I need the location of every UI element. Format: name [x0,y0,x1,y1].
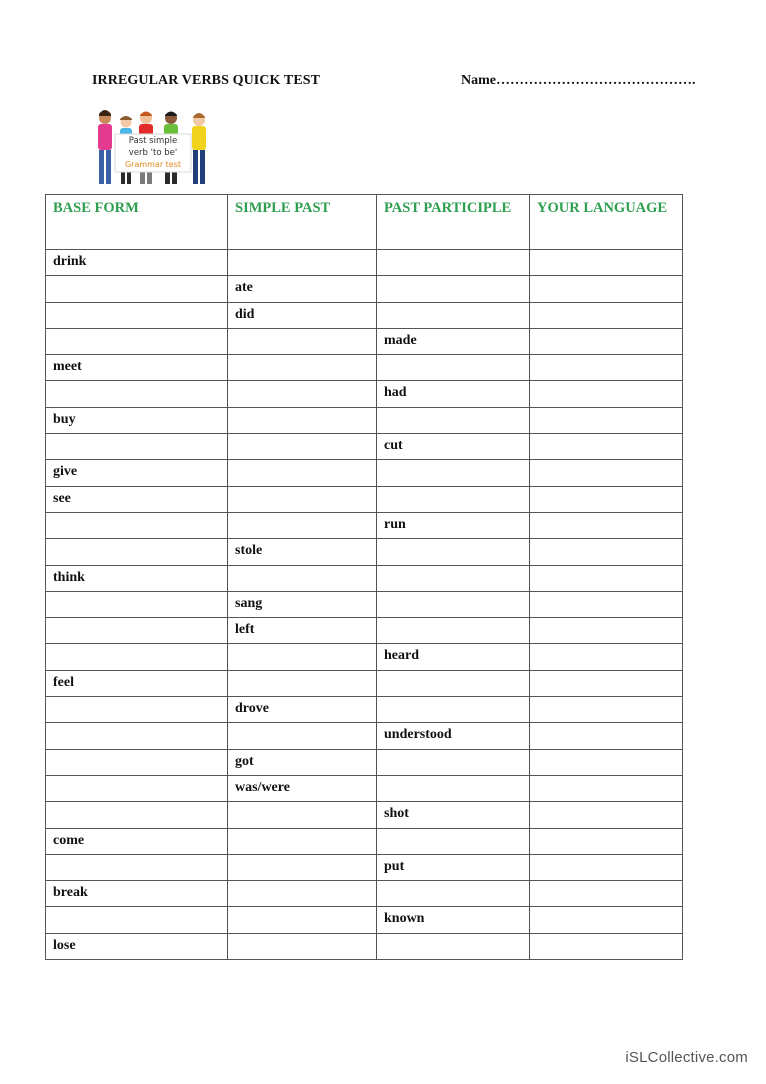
answer-blank-cell[interactable] [377,618,530,644]
answer-blank-cell[interactable] [46,302,228,328]
answer-blank-cell[interactable] [530,539,683,565]
verb-form-cell: put [377,854,530,880]
answer-blank-cell[interactable] [530,723,683,749]
table-row [46,512,683,538]
verb-form-cell: feel [46,670,228,696]
verb-form-cell: think [46,565,228,591]
verb-form-cell: see [46,486,228,512]
answer-blank-cell[interactable] [228,407,377,433]
verb-form-cell: lose [46,933,228,959]
verb-form-cell: come [46,828,228,854]
table-row [46,697,683,723]
table-row [46,749,683,775]
answer-blank-cell[interactable] [377,276,530,302]
answer-blank-cell[interactable] [46,591,228,617]
answer-blank-cell[interactable] [530,933,683,959]
worksheet-title: IRREGULAR VERBS QUICK TEST [92,73,321,88]
header-your-language: YOUR LANGUAGE [530,195,683,250]
answer-blank-cell[interactable] [228,828,377,854]
verb-form-cell: break [46,881,228,907]
answer-blank-cell[interactable] [530,302,683,328]
table-row [46,250,683,276]
verb-form-cell: made [377,328,530,354]
answer-blank-cell[interactable] [228,512,377,538]
answer-blank-cell[interactable] [377,881,530,907]
answer-blank-cell[interactable] [228,434,377,460]
answer-blank-cell[interactable] [530,670,683,696]
answer-blank-cell[interactable] [530,828,683,854]
answer-blank-cell[interactable] [530,881,683,907]
answer-blank-cell[interactable] [530,328,683,354]
table-row [46,644,683,670]
answer-blank-cell[interactable] [530,644,683,670]
verb-form-cell: run [377,512,530,538]
answer-blank-cell[interactable] [377,933,530,959]
answer-blank-cell[interactable] [530,355,683,381]
answer-blank-cell[interactable] [46,618,228,644]
verb-form-cell: buy [46,407,228,433]
name-field-label: Name……………………………………. [461,73,696,88]
answer-blank-cell[interactable] [530,854,683,880]
answer-blank-cell[interactable] [46,381,228,407]
answer-blank-cell[interactable] [228,933,377,959]
answer-blank-cell[interactable] [530,775,683,801]
answer-blank-cell[interactable] [46,276,228,302]
answer-blank-cell[interactable] [46,539,228,565]
table-row [46,828,683,854]
banner-line-1: Past simple [128,136,178,146]
table-row [46,723,683,749]
table-row [46,670,683,696]
banner-line-3: Grammar test [124,160,182,169]
table-row [46,591,683,617]
header-past-participle: PAST PARTICIPLE [377,195,530,250]
table-header-row [46,195,683,250]
verb-form-cell: ate [228,276,377,302]
verb-form-cell: left [228,618,377,644]
answer-blank-cell[interactable] [228,250,377,276]
verb-form-cell: known [377,907,530,933]
table-row [46,434,683,460]
answer-blank-cell[interactable] [228,670,377,696]
answer-blank-cell[interactable] [377,591,530,617]
table-row [46,486,683,512]
answer-blank-cell[interactable] [46,854,228,880]
answer-blank-cell[interactable] [46,723,228,749]
verb-form-cell: heard [377,644,530,670]
table-row [46,407,683,433]
answer-blank-cell[interactable] [377,250,530,276]
verb-form-cell: drove [228,697,377,723]
answer-blank-cell[interactable] [228,881,377,907]
answer-blank-cell[interactable] [377,355,530,381]
answer-blank-cell[interactable] [46,802,228,828]
verb-form-cell: had [377,381,530,407]
answer-blank-cell[interactable] [228,486,377,512]
answer-blank-cell[interactable] [530,460,683,486]
answer-blank-cell[interactable] [377,407,530,433]
answer-blank-cell[interactable] [377,539,530,565]
answer-blank-cell[interactable] [46,328,228,354]
answer-blank-cell[interactable] [46,512,228,538]
answer-blank-cell[interactable] [228,723,377,749]
answer-blank-cell[interactable] [228,460,377,486]
answer-blank-cell[interactable] [46,644,228,670]
table-row [46,276,683,302]
header-simple-past: SIMPLE PAST [228,195,377,250]
answer-blank-cell[interactable] [46,749,228,775]
answer-blank-cell[interactable] [46,697,228,723]
answer-blank-cell[interactable] [377,670,530,696]
verb-form-cell: meet [46,355,228,381]
answer-blank-cell[interactable] [530,434,683,460]
table-row [46,618,683,644]
table-row [46,933,683,959]
table-row [46,302,683,328]
answer-blank-cell[interactable] [228,328,377,354]
answer-blank-cell[interactable] [530,512,683,538]
answer-blank-cell[interactable] [530,802,683,828]
answer-blank-cell[interactable] [377,486,530,512]
answer-blank-cell[interactable] [377,749,530,775]
answer-blank-cell[interactable] [530,907,683,933]
table-row [46,854,683,880]
verb-form-cell: sang [228,591,377,617]
answer-blank-cell[interactable] [46,907,228,933]
verb-form-cell: give [46,460,228,486]
answer-blank-cell[interactable] [377,460,530,486]
answer-blank-cell[interactable] [530,381,683,407]
answer-blank-cell[interactable] [530,276,683,302]
verb-form-cell: shot [377,802,530,828]
header-base-form: BASE FORM [46,195,228,250]
table-row [46,881,683,907]
answer-blank-cell[interactable] [530,618,683,644]
answer-blank-cell[interactable] [530,486,683,512]
table-row [46,460,683,486]
answer-blank-cell[interactable] [377,302,530,328]
verb-form-cell: drink [46,250,228,276]
table-row [46,802,683,828]
table-row [46,539,683,565]
answer-blank-cell[interactable] [530,407,683,433]
verb-form-cell: did [228,302,377,328]
answer-blank-cell[interactable] [228,907,377,933]
answer-blank-cell[interactable] [46,434,228,460]
answer-blank-cell[interactable] [530,697,683,723]
answer-blank-cell[interactable] [377,828,530,854]
answer-blank-cell[interactable] [530,250,683,276]
answer-blank-cell[interactable] [228,644,377,670]
site-watermark: iSLCollective.com [625,1049,748,1066]
verb-form-cell: cut [377,434,530,460]
answer-blank-cell[interactable] [530,749,683,775]
answer-blank-cell[interactable] [228,381,377,407]
answer-blank-cell[interactable] [228,802,377,828]
answer-blank-cell[interactable] [530,565,683,591]
table-row [46,381,683,407]
answer-blank-cell[interactable] [530,591,683,617]
irregular-verbs-table [45,194,683,960]
answer-blank-cell[interactable] [228,355,377,381]
kids-banner-image [93,108,217,186]
table-row [46,775,683,801]
banner-line-2: verb 'to be' [128,148,178,158]
answer-blank-cell[interactable] [377,775,530,801]
answer-blank-cell[interactable] [228,565,377,591]
verb-form-cell: understood [377,723,530,749]
answer-blank-cell[interactable] [377,697,530,723]
answer-blank-cell[interactable] [228,854,377,880]
verb-form-cell: was/were [228,775,377,801]
table-row [46,355,683,381]
table-row [46,565,683,591]
answer-blank-cell[interactable] [46,775,228,801]
verb-form-cell: stole [228,539,377,565]
answer-blank-cell[interactable] [377,565,530,591]
table-row [46,328,683,354]
verb-form-cell: got [228,749,377,775]
table-row [46,907,683,933]
